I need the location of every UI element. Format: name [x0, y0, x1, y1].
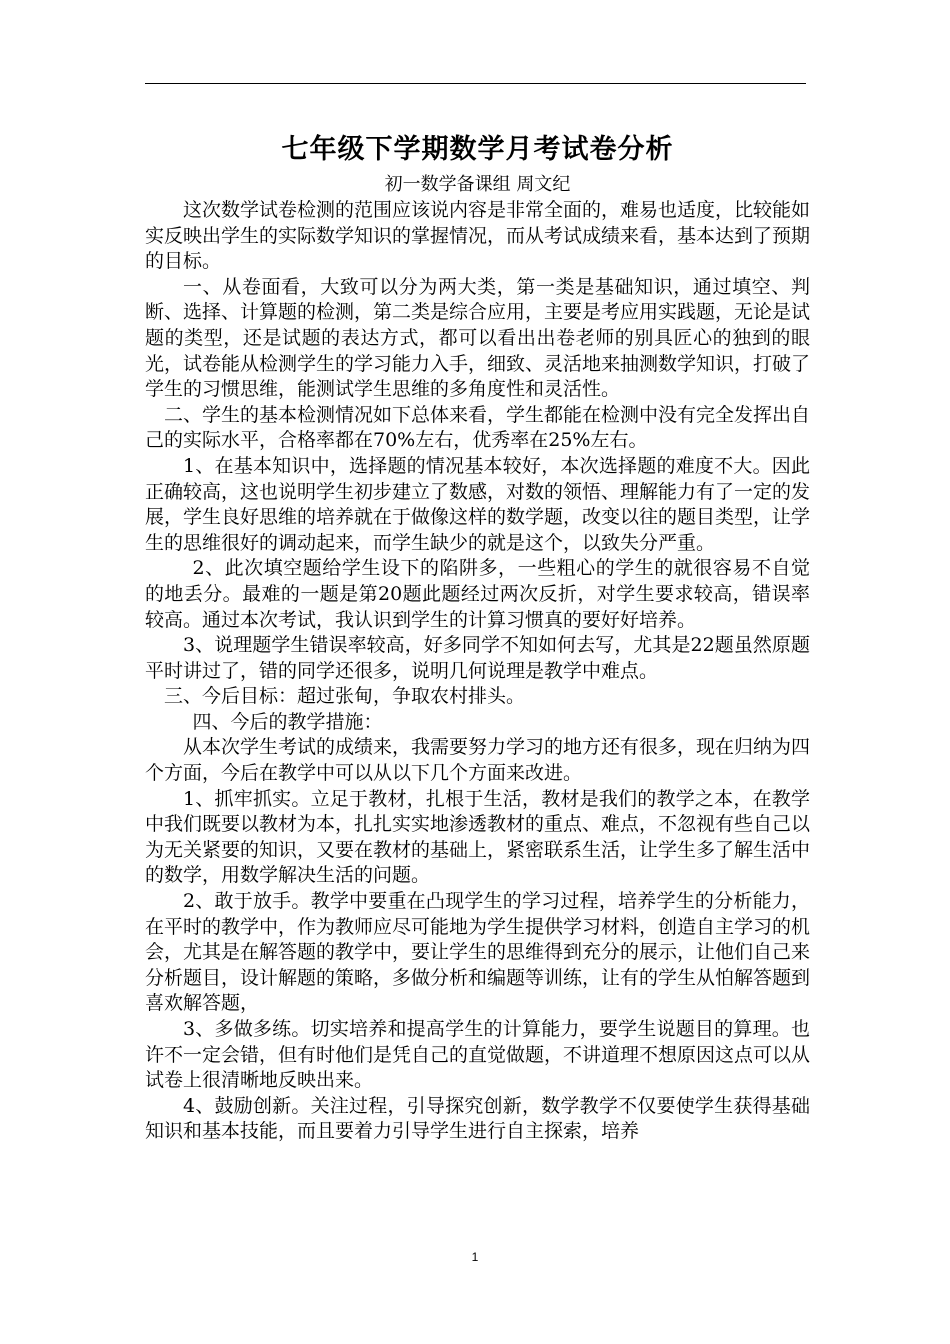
- paragraph-section-1: 一、从卷面看，大致可以分为两大类，第一类是基础知识，通过填空、判断、选择、计算题的检测，第二类是综合应用，主要是考应用实践题，无论是试题的类型，还是试题的表达方式，都可以看出出卷老师的别具匠心的独到的眼光，试卷能从检测学生的学习能力入手，细致、灵活地来抽测数学知识，打破了学生的习惯思维，能测试学生思维的多角度性和灵活性。: [145, 275, 811, 401]
- document-author: 初一数学备课组 周文纪: [384, 174, 571, 195]
- header-rule: [145, 83, 806, 84]
- paragraph-item-2-3: 3、说理题学生错误率较高，好多同学不知如何去写，尤其是22题虽然原题平时讲过了，错的同学还很多，说明几何说理是教学中难点。: [145, 634, 810, 682]
- paragraph-item-2-1: 1、在基本知识中，选择题的情况基本较好，本次选择题的难度不大。因此正确较高，这也说明学生初步建立了数感，对数的领悟、理解能力有了一定的发展，学生良好思维的培养就在于做像这样的数学题，改变以往的题目类型，让学生的思维很好的调动起来，而学生缺少的就是这个，以致失分严重。: [145, 454, 811, 554]
- paragraph-item-2-2: 2、此次填空题给学生设下的陷阱多，一些粗心的学生的就很容易不自觉的地丢分。最难的一题是第20题此题经过两次反折，对学生要求较高，错误率较高。通过本次考试，我认识到学生的计算习惯真的要好好培养。: [145, 557, 810, 631]
- paragraph-section-3: 三、今后目标：超过张甸，争取农村排头。: [164, 685, 526, 708]
- paragraph-intro: 这次数学试卷检测的范围应该说内容是非常全面的，难易也适度，比较能如实反映出学生的实际数学知识的掌握情况，而从考试成绩来看，基本达到了预期的目标。: [145, 199, 811, 273]
- paragraph-measure-1: 1、抓牢抓实。立足于教材，扎根于生活，教材是我们的教学之本，在教学中我们既要以教材为本，扎扎实实地渗透教材的重点、难点，不忽视有些自己以为无关紧要的知识，又要在教材的基础上，紧密联系生活，让学生多了解生活中的数学，用数学解决生活的问题。: [145, 787, 811, 887]
- paragraph-measure-3: 3、多做多练。切实培养和提高学生的计算能力，要学生说题目的算理。也许不一定会错，但有时他们是凭自己的直觉做题，不讲道理不想原因这点可以从试卷上很清晰地反映出来。: [145, 1018, 811, 1092]
- paragraph-measure-4: 4、鼓励创新。关注过程，引导探究创新，数学教学不仅要使学生获得基础知识和基本技能，而且要着力引导学生进行自主探索，培养: [145, 1094, 810, 1143]
- paragraph-section-4-intro: 从本次学生考试的成绩来，我需要努力学习的地方还有很多，现在归纳为四个方面，今后在教学中可以从以下几个方面来改进。: [145, 736, 811, 785]
- paragraph-section-2: 二、学生的基本检测情况如下总体来看，学生都能在检测中没有完全发挥出自己的实际水平，合格率都在70%左右，优秀率在25%左右。: [145, 403, 811, 452]
- paragraph-section-4: 四、今后的教学措施：: [192, 710, 383, 733]
- paragraph-measure-2: 2、敢于放手。教学中要重在凸现学生的学习过程，培养学生的分析能力，在平时的教学中，作为教师应尽可能地为学生提供学习材料，创造自主学习的机会，尤其是在解答题的教学中，要让学生的思维得到充分的展示，让他们自己来分析题目，设计解题的策略，多做分析和编题等训练，让有的学生从怕解答题到喜欢解答题，: [145, 890, 811, 1015]
- document-title: 七年级下学期数学月考试卷分析: [281, 134, 674, 165]
- document-body: [145, 128, 810, 1145]
- page-number: 1: [471, 1250, 479, 1264]
